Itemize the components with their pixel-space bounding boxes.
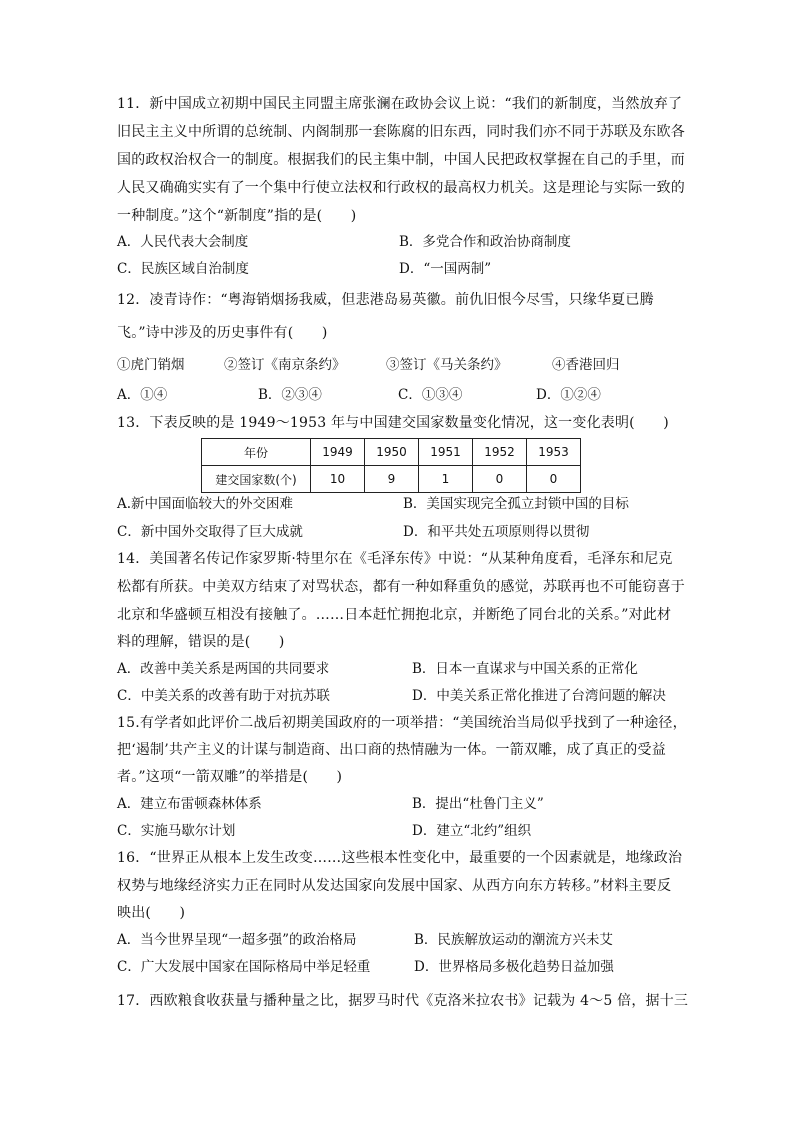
table-cell: 10 <box>311 466 365 493</box>
question-15-option-b: B．提出“杜鲁门主义” <box>412 796 544 812</box>
question-11-option-d: D．“一国两制” <box>399 261 492 277</box>
question-16-option-c: C．广大发展中国家在国际格局中举足轻重 <box>117 959 371 975</box>
question-12-item-1: ①虎门销烟 <box>117 357 185 373</box>
question-14-option-c: C．中美关系的改善有助于对抗苏联 <box>117 688 330 704</box>
question-15-option-d: D．建立“北约”组织 <box>412 823 532 839</box>
question-14-line-2: 松都有所获。中美双方结束了对骂状态，都有一种如释重负的感觉，苏联再也不可能窃喜于 <box>117 579 685 595</box>
question-14-option-d: D．中美关系正常化推进了台湾问题的解决 <box>412 688 666 704</box>
question-12-option-a: A．①④ <box>117 387 168 403</box>
question-14-line-4: 料的理解，错误的是( ) <box>117 634 285 650</box>
table-cell: 1952 <box>473 439 527 466</box>
question-11-option-a: A．人民代表大会制度 <box>117 234 249 250</box>
question-12-option-d: D．①②④ <box>536 387 601 403</box>
question-15-line-1: 15.有学者如此评价二战后初期美国政府的一项举措：“美国统治当局似乎找到了一种途径， <box>117 715 687 731</box>
question-12-line-1: 12．凌青诗作：“粤海销烟扬我威，但悲港岛易英徽。前仇旧恨今尽雪，只缘华夏已腾 <box>117 292 654 308</box>
question-11-line-5: 一种制度。”这个“新制度”指的是( ) <box>117 208 357 224</box>
table-row-years <box>202 439 581 466</box>
table-cell: 1953 <box>527 439 581 466</box>
table-cell: 1950 <box>365 439 419 466</box>
question-12-line-2: 飞。”诗中涉及的历史事件有( ) <box>117 325 328 341</box>
table-cell: 0 <box>473 466 527 493</box>
question-17-line-1: 17．西欧粮食收获量与播种量之比，据罗马时代《克洛米拉农书》记载为 4～5 倍，据十三 <box>117 993 689 1009</box>
question-11-line-1: 11．新中国成立初期中国民主同盟主席张澜在政协会议上说：“我们的新制度，当然放弃了 <box>117 96 683 112</box>
question-15-line-2: 把‘遏制’共产主义的计谋与制造商、出口商的热情融为一体。一箭双雕，成了真正的受益 <box>117 742 666 758</box>
question-12-item-4: ④香港回归 <box>552 357 620 373</box>
question-11-line-3: 国的政权治权合一的制度。根据我们的民主集中制，中国人民把政权掌握在自己的手里，而 <box>117 152 685 168</box>
question-13-option-b: B．美国实现完全孤立封锁中国的目标 <box>403 496 629 512</box>
question-12-item-3: ③签订《马关条约》 <box>386 357 508 373</box>
question-13-stem: 13．下表反映的是 1949～1953 年与中国建交国家数量变化情况，这一变化表明( ) <box>117 415 669 431</box>
question-14-line-1: 14．美国著名传记作家罗斯·特里尔在《毛泽东传》中说：“从某种角度看，毛泽东和尼克 <box>117 551 673 567</box>
question-11-line-4: 人民又确确实实有了一个集中行使立法权和行政权的最高权力机关。这是理论与实际一致的 <box>117 180 685 196</box>
table-cell: 9 <box>365 466 419 493</box>
question-11-option-b: B．多党合作和政治协商制度 <box>399 234 571 250</box>
table-header-count: 建交国家数(个) <box>202 466 311 493</box>
table-cell: 1 <box>419 466 473 493</box>
table-cell: 1949 <box>311 439 365 466</box>
establishment-table <box>201 438 581 493</box>
question-15-option-a: A．建立布雷顿森林体系 <box>117 796 262 812</box>
table-cell: 1951 <box>419 439 473 466</box>
question-16-option-b: B．民族解放运动的潮流方兴未艾 <box>414 932 613 948</box>
question-13-option-a: A.新中国面临较大的外交困难 <box>117 496 294 512</box>
question-16-line-2: 权势与地缘经济实力正在同时从发达国家向发展中国家、从西方向东方转移。”材料主要反 <box>117 878 672 894</box>
question-11-line-2: 旧民主主义中所谓的总统制、内阁制那一套陈腐的旧东西，同时我们亦不同于苏联及东欧各 <box>117 124 685 140</box>
table-header-year: 年份 <box>202 439 311 466</box>
question-14-option-b: B．日本一直谋求与中国关系的正常化 <box>412 661 638 677</box>
question-12-option-c: C．①③④ <box>398 387 463 403</box>
question-15-option-c: C．实施马歇尔计划 <box>117 823 236 839</box>
table-cell: 0 <box>527 466 581 493</box>
question-12-option-b: B．②③④ <box>258 387 322 403</box>
question-15-line-3: 者。”这项“一箭双雕”的举措是( ) <box>117 769 343 785</box>
question-11-option-c: C．民族区域自治制度 <box>117 261 249 277</box>
question-16-line-1: 16．“世界正从根本上发生改变……这些根本性变化中，最重要的一个因素就是，地缘政治 <box>117 850 683 866</box>
question-12-item-2: ②签订《南京条约》 <box>224 357 346 373</box>
question-16-option-d: D．世界格局多极化趋势日益加强 <box>414 959 614 975</box>
question-14-line-3: 北京和华盛顿互相没有接触了。……日本赶忙拥抱北京，并断绝了同台北的关系。”对此材 <box>117 607 672 623</box>
question-16-option-a: A．当今世界呈现“一超多强”的政治格局 <box>117 932 357 948</box>
question-13-option-d: D．和平共处五项原则得以贯彻 <box>403 524 590 540</box>
question-14-option-a: A．改善中美关系是两国的共同要求 <box>117 661 330 677</box>
table-row-counts <box>202 466 581 493</box>
question-13-option-c: C．新中国外交取得了巨大成就 <box>117 524 303 540</box>
question-16-line-3: 映出( ) <box>117 905 186 921</box>
